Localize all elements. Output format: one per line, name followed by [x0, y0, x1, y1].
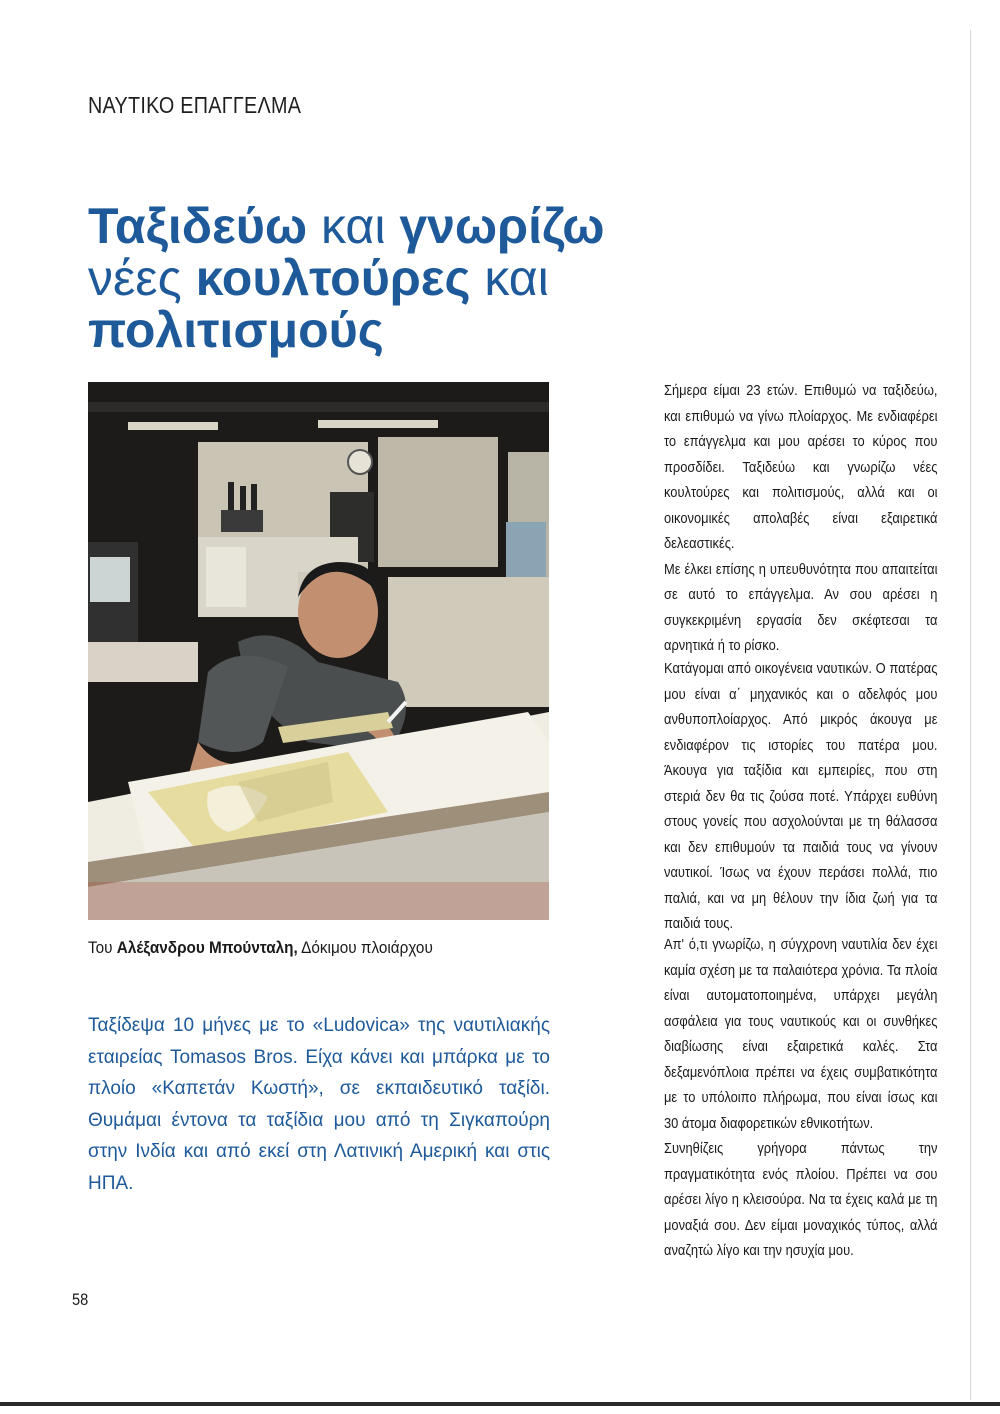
- caption-prefix: Του: [88, 938, 117, 957]
- body-paragraph: Κατάγομαι από οικογένεια ναυτικών. Ο πατέρας μου είναι α΄ μηχανικός και ο αδελφός μου ανθυποπλοίαρχος. Από μικρός άκουγα με ενδιαφέρον τις ιστορίες του πατέρα μου. Άκουγα για ταξίδια και εμπειρίες, που στη στεριά δεν θα τις ζούσα ποτέ. Υπάρχει ευθύνη στους γονείς που ασχολούνται με τη θάλασσα και δεν επιθυμούν τα παιδιά τους να γίνουν ναυτικοί. Ίσως να έχουν περάσει πολλά, πιο παλιά, και να μη θέλουν την ίδια ζωή για τα παιδιά τους.: [664, 660, 938, 932]
- caption-role: Δόκιμου πλοιάρχου: [297, 938, 433, 957]
- body-paragraph: Σήμερα είμαι 23 ετών. Επιθυμώ να ταξιδεύω, και επιθυμώ να γίνω πλοίαρχος. Με ενδιαφέρει το επάγγελμα και μου αρέσει το κύρος που προσδίδει. Ταξιδεύω και γνωρίζω νέες κουλτούρες και πολιτισμούς, αλλά και οι οικονομικές απολαβές είναι εξαιρετικά δελεαστικές.: [664, 382, 938, 552]
- headline-word: και: [307, 198, 400, 254]
- intro-text: Ταξίδεψα 10 μήνες με το «Ludovica» της ναυτιλιακής εταιρείας Tomasos Bros. Είχα κάνει και μπάρκα με το πλοίο «Καπετάν Κωστή», σε εκπαιδευτικό ταξίδι. Θυμάμαι έντονα τα ταξίδια μου από τη Σιγκαπούρη στην Ινδία και από εκεί στη Λατινική Αμερική και στις ΗΠΑ.: [88, 1015, 550, 1194]
- body-paragraph: Απ' ό,τι γνωρίζω, η σύγχρονη ναυτιλία δεν έχει καμία σχέση με τα παλαιότερα χρόνια. Τα πλοία είναι αυτοματοποιημένα, υπάρχει μεγάλη ασφάλεια για τους ναυτικούς και οι συνθήκες διαβίωσης είναι εξαιρετικά καλές. Στα δεξαμενόπλοια πρέπει να έχεις συμβατικότητα με το υπόλοιπο πλήρωμα, που είναι ίσως και 30 άτομα διαφορετικών εθνικοτήτων.: [664, 936, 938, 1132]
- caption-author: Αλέξανδρου Μπούνταλη,: [116, 938, 298, 957]
- body-column-block: [664, 932, 938, 1264]
- body-paragraph: Με έλκει επίσης η υπευθυνότητα που απαιτείται σε αυτό το επάγγελμα. Αν σου αρέσει η συγκεκριμένη εργασία δεν σκέφτεσαι τα αρνητικά ή το ρίσκο.: [664, 560, 938, 654]
- body-column-block: [664, 656, 938, 937]
- page-number: 58: [72, 1290, 89, 1309]
- page-edge-line: [970, 30, 971, 1400]
- intro-paragraph: [88, 1010, 550, 1199]
- headline-word: Ταξιδεύω: [88, 198, 308, 254]
- headline-word: και: [470, 250, 549, 306]
- photo-caption: [88, 938, 433, 958]
- headline-word: κουλτούρες: [195, 250, 471, 306]
- section-header: ΝΑΥΤΙΚΟ ΕΠΑΓΓΕΛΜΑ: [88, 92, 302, 118]
- headline-word: νέες: [88, 250, 196, 306]
- photo-illustration: [88, 382, 549, 920]
- body-column-block: [664, 378, 938, 659]
- article-photo: [88, 382, 549, 920]
- article-headline: [88, 200, 688, 356]
- headline-word: γνωρίζω: [399, 198, 605, 254]
- body-paragraph: Συνηθίζεις γρήγορα πάντως την πραγματικότητα ενός πλοίου. Πρέπει να σου αρέσει λίγο η κλεισούρα. Να τα έχεις καλά με τη μοναξιά σου. Δεν είμαι μοναχικός τύπος, αλλά αναζητώ λίγο και την ησυχία μου.: [664, 1140, 938, 1259]
- page-bottom-rule: [0, 1402, 1000, 1406]
- headline-word: πολιτισμούς: [88, 302, 384, 358]
